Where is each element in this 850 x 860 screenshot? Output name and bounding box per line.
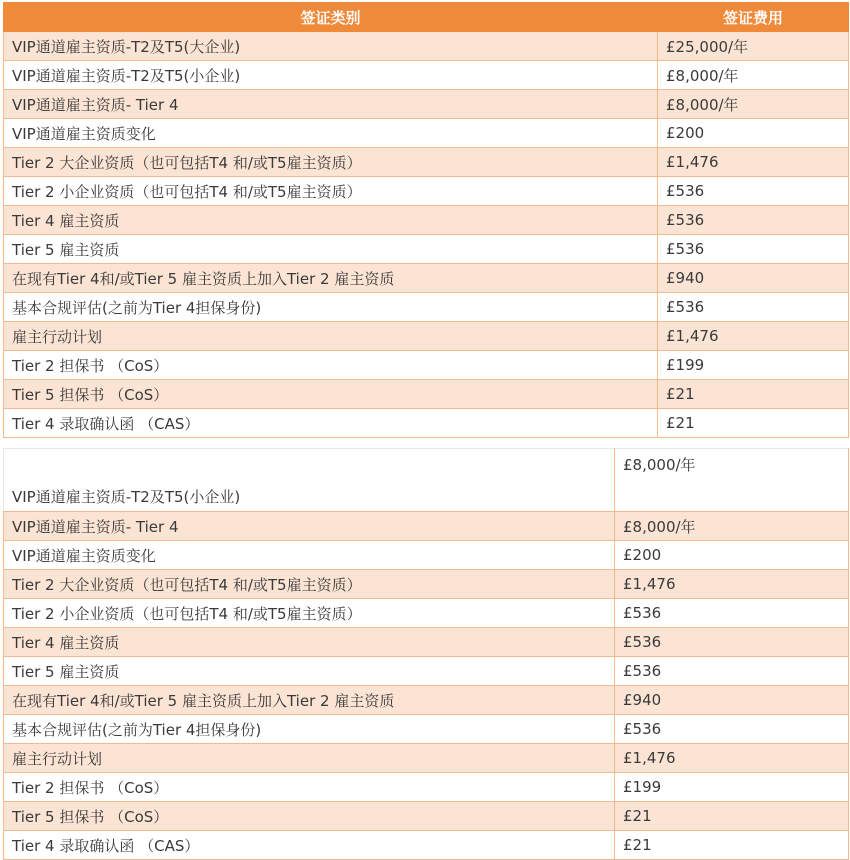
table-row — [4, 409, 849, 438]
table-row — [4, 32, 849, 61]
table-row — [4, 686, 849, 715]
visa-category-cell: Tier 5 雇主资质 — [4, 235, 658, 264]
table-row — [4, 90, 849, 119]
visa-category-cell: 在现有Tier 4和/或Tier 5 雇主资质上加入Tier 2 雇主资质 — [4, 686, 615, 715]
table-row — [4, 264, 849, 293]
visa-category-cell: Tier 2 大企业资质（也可包括T4 和/或T5雇主资质） — [4, 148, 658, 177]
visa-fee-cell: £199 — [658, 351, 849, 380]
table-row — [4, 380, 849, 409]
table-row — [4, 570, 849, 599]
visa-category-cell: Tier 2 担保书 （CoS） — [4, 351, 658, 380]
visa-fee-cell: £1,476 — [615, 744, 849, 773]
visa-fee-cell: £536 — [615, 657, 849, 686]
visa-category-cell: VIP通道雇主资质-T2及T5(小企业) — [4, 449, 615, 512]
table-row — [4, 449, 849, 512]
visa-category-cell: Tier 2 小企业资质（也可包括T4 和/或T5雇主资质） — [4, 177, 658, 206]
table-row — [4, 744, 849, 773]
visa-fee-cell: £940 — [658, 264, 849, 293]
visa-category-cell: 雇主行动计划 — [4, 322, 658, 351]
table-row — [4, 235, 849, 264]
visa-category-cell: 基本合规评估(之前为Tier 4担保身份) — [4, 715, 615, 744]
table-row — [4, 293, 849, 322]
visa-fee-cell: £25,000/年 — [658, 32, 849, 61]
visa-fee-cell: £21 — [615, 802, 849, 831]
visa-fee-cell: £536 — [615, 715, 849, 744]
visa-category-cell: Tier 4 雇主资质 — [4, 206, 658, 235]
visa-category-cell: Tier 5 担保书 （CoS） — [4, 380, 658, 409]
visa-fee-cell: £536 — [658, 177, 849, 206]
table-row — [4, 599, 849, 628]
visa-category-cell: 在现有Tier 4和/或Tier 5 雇主资质上加入Tier 2 雇主资质 — [4, 264, 658, 293]
table-row — [4, 119, 849, 148]
visa-fee-cell: £199 — [615, 773, 849, 802]
table-row — [4, 61, 849, 90]
visa-category-cell: Tier 4 录取确认函 （CAS） — [4, 831, 615, 860]
table-header-row — [4, 3, 849, 32]
visa-category-cell: VIP通道雇主资质变化 — [4, 541, 615, 570]
visa-category-cell: Tier 5 担保书 （CoS） — [4, 802, 615, 831]
visa-fee-cell: £536 — [658, 293, 849, 322]
table-body — [4, 32, 849, 438]
visa-fee-table — [3, 2, 849, 438]
visa-category-cell: VIP通道雇主资质- Tier 4 — [4, 90, 658, 119]
visa-category-cell: VIP通道雇主资质变化 — [4, 119, 658, 148]
visa-category-cell: VIP通道雇主资质-T2及T5(大企业) — [4, 32, 658, 61]
visa-category-cell: Tier 4 雇主资质 — [4, 628, 615, 657]
visa-fee-cell: £536 — [658, 235, 849, 264]
table-row — [4, 322, 849, 351]
visa-fee-cell: £536 — [658, 206, 849, 235]
visa-category-cell: VIP通道雇主资质-T2及T5(小企业) — [4, 61, 658, 90]
table-row — [4, 351, 849, 380]
visa-category-cell: Tier 2 大企业资质（也可包括T4 和/或T5雇主资质） — [4, 570, 615, 599]
column-header-category: 签证类别 — [4, 3, 658, 32]
visa-fee-table-duplicate — [3, 448, 849, 860]
visa-fee-cell: £536 — [615, 599, 849, 628]
table-row — [4, 177, 849, 206]
table-row — [4, 802, 849, 831]
visa-category-cell: 基本合规评估(之前为Tier 4担保身份) — [4, 293, 658, 322]
visa-fee-cell: £8,000/年 — [615, 449, 849, 512]
visa-fee-cell: £8,000/年 — [658, 90, 849, 119]
visa-fee-cell: £1,476 — [658, 322, 849, 351]
visa-fee-cell: £21 — [615, 831, 849, 860]
table-row — [4, 657, 849, 686]
visa-fee-cell: £536 — [615, 628, 849, 657]
visa-category-cell: Tier 2 小企业资质（也可包括T4 和/或T5雇主资质） — [4, 599, 615, 628]
visa-fee-cell: £200 — [615, 541, 849, 570]
column-header-fee: 签证费用 — [658, 3, 849, 32]
table-row — [4, 512, 849, 541]
visa-category-cell: 雇主行动计划 — [4, 744, 615, 773]
visa-fee-cell: £200 — [658, 119, 849, 148]
table-row — [4, 541, 849, 570]
table-row — [4, 628, 849, 657]
table-body — [4, 449, 849, 860]
table-row — [4, 715, 849, 744]
table-row — [4, 206, 849, 235]
visa-fee-cell: £940 — [615, 686, 849, 715]
visa-category-cell: Tier 5 雇主资质 — [4, 657, 615, 686]
table-row — [4, 773, 849, 802]
visa-fee-cell: £21 — [658, 380, 849, 409]
visa-category-cell: Tier 4 录取确认函 （CAS） — [4, 409, 658, 438]
visa-fee-cell: £1,476 — [615, 570, 849, 599]
visa-fee-cell: £8,000/年 — [658, 61, 849, 90]
visa-fee-cell: £8,000/年 — [615, 512, 849, 541]
visa-category-cell: Tier 2 担保书 （CoS） — [4, 773, 615, 802]
visa-fee-cell: £21 — [658, 409, 849, 438]
visa-category-cell: VIP通道雇主资质- Tier 4 — [4, 512, 615, 541]
table-row — [4, 148, 849, 177]
visa-fee-cell: £1,476 — [658, 148, 849, 177]
table-row — [4, 831, 849, 860]
